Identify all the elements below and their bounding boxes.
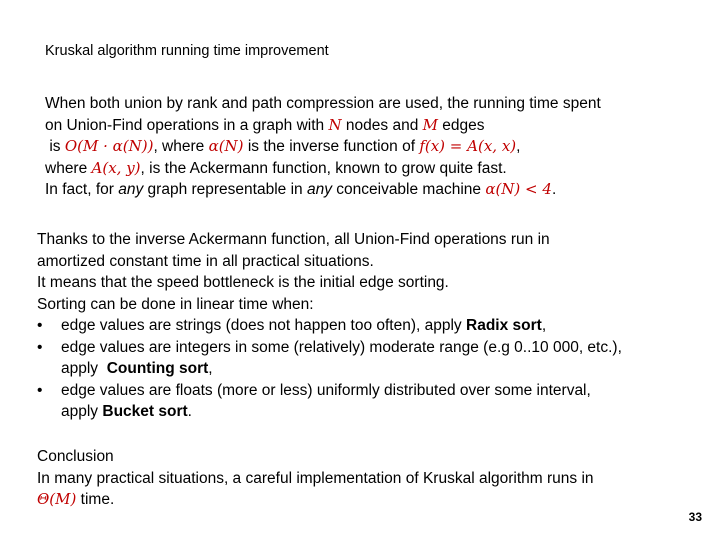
bold-term: Bucket sort [102,403,188,420]
text: is the inverse function of [243,138,420,155]
text: time. [76,491,115,508]
conclusion-heading: Conclusion [37,448,114,465]
text: , where [153,138,209,155]
text: , [208,360,213,377]
math-theta: Θ(M) [37,490,77,508]
math-complexity: O(M · α(N)) [64,137,154,155]
text: apply [61,360,103,377]
math-alpha: α(N) [208,137,244,155]
text: is [49,138,65,155]
slide-title: Kruskal algorithm running time improvement [45,43,329,59]
bullet-icon: • [37,338,43,356]
text-line [45,115,685,137]
text: . [187,403,192,420]
bullet-radix-sort [37,315,687,337]
math-m: M [422,115,438,134]
paragraph-sorting [37,229,687,423]
text-line: In many practical situations, a careful implementation of Kruskal algorithm runs in [37,469,594,487]
bold-term: Counting sort [106,360,209,377]
text: edge values are integers in some (relatively) moderate range (e.g 0..10 000, etc.), [61,338,622,356]
text: apply [61,403,103,420]
text: where [45,159,92,177]
emphasis: any [306,181,332,198]
bullet-continuation [37,358,687,380]
text-line: It means that the speed bottleneck is the initial edge sorting. [37,274,449,291]
text-line [45,136,685,158]
text: edges [437,116,485,134]
text: When both union by rank and path compression are used, the running time spent [45,95,601,112]
text-line: amortized constant time in all practical situations. [37,252,374,270]
text: conceivable machine [331,181,486,198]
text: , [541,317,547,334]
text-line [45,179,685,201]
bullet-icon: • [37,381,43,399]
bold-term: Radix sort [466,317,542,334]
text: , [516,138,521,155]
bullet-bucket-sort [37,380,687,402]
text: edge values are strings (does not happen too often), apply [61,317,466,334]
bullet-continuation [37,401,687,423]
page-number: 33 [688,510,702,524]
emphasis: any [118,181,144,198]
text: graph representable in [143,181,307,198]
paragraph-union-find-complexity [45,93,685,201]
bullet-counting-sort [37,337,687,359]
text-line [45,158,685,180]
paragraph-conclusion [37,446,687,511]
text: In fact, for [45,181,119,198]
text: nodes and [341,116,423,134]
text-line: Thanks to the inverse Ackermann function, all Union-Find operations run in [37,231,550,248]
text: . [551,181,557,198]
text: on Union-Find operations in a graph with [45,116,329,134]
text-line [37,489,687,511]
text-line [45,93,685,115]
math-ackermann: A(x, y) [91,158,141,177]
math-alpha-bound: α(N) < 4 [485,180,552,198]
text-line: Sorting can be done in linear time when: [37,295,314,313]
math-f-def: f(x) = A(x, x) [419,137,517,155]
bullet-icon: • [37,317,43,334]
text: , is the Ackermann function, known to grow quite fast. [140,159,507,177]
math-n: N [328,115,342,134]
text: edge values are floats (more or less) uniformly distributed over some interval, [61,381,591,399]
